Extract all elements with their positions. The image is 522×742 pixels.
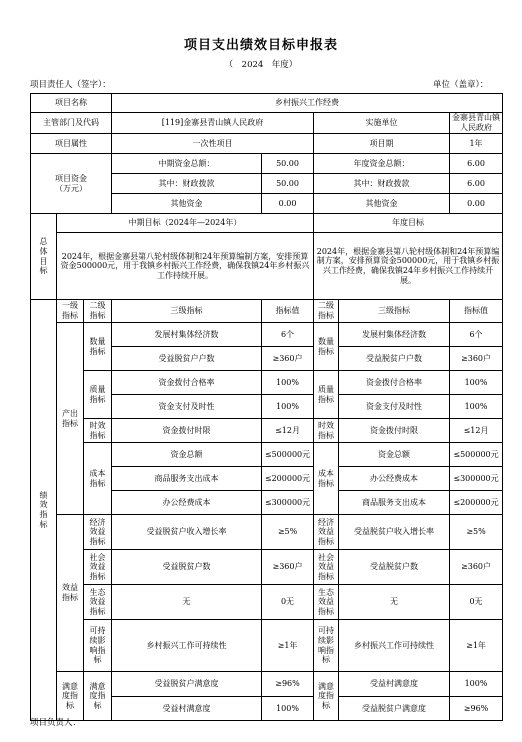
row-project-name	[31, 94, 503, 113]
indicator-row	[31, 672, 503, 697]
indicator-value: ≥360户	[262, 347, 314, 371]
period-label: 项目期	[314, 134, 450, 154]
indicator-name-right: 受益脱贫户户数	[339, 347, 450, 371]
indicator-value-right: 100%	[450, 672, 503, 697]
indicator-row	[31, 620, 503, 672]
indicator-value-right: ≤12月	[450, 419, 503, 443]
indicator-name: 无	[112, 585, 262, 620]
indicator-name-right: 资金拨付合格率	[339, 371, 450, 395]
indicator-name: 受益脱贫户收入增长率	[112, 515, 262, 550]
quality-indicator-label-right: 质量 指标	[314, 371, 339, 419]
indicator-name: 发展村集体经济数	[112, 323, 262, 347]
indicator-row	[31, 443, 503, 467]
indicator-value: 6个	[262, 323, 314, 347]
indicator-value: 0无	[262, 585, 314, 620]
quality-indicator-label: 质量 指标	[84, 371, 112, 419]
indicator-value: 100%	[262, 371, 314, 395]
indicator-value: ≥5%	[262, 515, 314, 550]
indicator-value-right: 0无	[450, 585, 503, 620]
satisfaction-indicator-label: 满意 度指 标	[57, 672, 84, 721]
indicator-name-right: 资金总额	[339, 443, 450, 467]
indicator-name-right: 商品服务支出成本	[339, 491, 450, 515]
indicator-value-right: 100%	[450, 371, 503, 395]
indicator-name: 资金拨付合格率	[112, 371, 262, 395]
year-fiscal-value: 6.00	[450, 174, 503, 194]
period-value: 1年	[450, 134, 503, 154]
row-fund-total	[31, 154, 503, 174]
sustain-indicator-label: 可持 续影 响指 标	[84, 620, 112, 672]
project-name-label: 项目名称	[31, 94, 112, 113]
cost-indicator-label: 成本 指标	[84, 443, 112, 515]
indicator-value: ≤500000元	[262, 443, 314, 467]
mid-other-value: 0.00	[262, 194, 314, 214]
social-indicator-label: 社会 效益 指标	[84, 550, 112, 585]
mid-total-value: 50.00	[262, 154, 314, 174]
overall-goal-label: 总 体 目 标	[31, 214, 57, 300]
indicator-value: 100%	[262, 395, 314, 419]
indicator-value-right: 100%	[450, 395, 503, 419]
indicator-name: 受益脱贫户户数	[112, 347, 262, 371]
indicator-name-right: 办公经费成本	[339, 467, 450, 491]
ecology-indicator-label: 生态 效益 指标	[84, 585, 112, 620]
timeliness-indicator-label-right: 时效 指标	[314, 419, 339, 443]
indicator-value: ≤200000元	[262, 467, 314, 491]
timeliness-indicator-label: 时效 指标	[84, 419, 112, 443]
indicator-value-right: ≤200000元	[450, 491, 503, 515]
indicator-name-right: 受益村满意度	[339, 672, 450, 697]
row-goals-header	[31, 214, 503, 233]
unit-seal-label: 单位（盖章）：	[433, 80, 489, 90]
department-value: [119]金寨县青山镇人民政府	[112, 113, 314, 134]
implementing-unit-label: 实施单位	[314, 113, 450, 134]
year-total-label: 年度资金总额：	[314, 154, 450, 174]
indicator-name: 资金总额	[112, 443, 262, 467]
row-attribute	[31, 134, 503, 154]
economic-indicator-label-right: 经济 效益 指标	[314, 515, 339, 550]
mid-fiscal-value: 50.00	[262, 174, 314, 194]
responsible-signature-label: 项目责任人（签字）：	[30, 80, 111, 90]
performance-target-table	[30, 93, 503, 721]
row-department	[31, 113, 503, 134]
indicator-value-right: ≥5%	[450, 515, 503, 550]
indicator-value-right: ≥96%	[450, 697, 503, 721]
mid-goal-text: 2024年，根据金寨县第八轮村级体制和24年预算编制方案，安排预算资金500000元，用于我镇乡村振兴工作经费，确保我镇24年乡村振兴工作持续开展。	[57, 233, 314, 300]
level3-header: 三级指标	[112, 300, 262, 323]
row-indicator-header	[31, 300, 503, 323]
indicator-name-right: 发展村集体经济数	[339, 323, 450, 347]
indicator-name: 受益村满意度	[112, 697, 262, 721]
benefit-indicator-label: 效益 指标	[57, 515, 84, 672]
indicator-name-right: 受益脱贫户满意度	[339, 697, 450, 721]
sustain-indicator-label-right: 可持 续影 响指 标	[314, 620, 339, 672]
indicator-value-right: ≤500000元	[450, 443, 503, 467]
social-indicator-label-right: 社会 效益 指标	[314, 550, 339, 585]
year-other-label: 其他资金	[314, 194, 450, 214]
indicator-row	[31, 585, 503, 620]
year-total-value: 6.00	[450, 154, 503, 174]
indicator-value-right: ≤300000元	[450, 467, 503, 491]
indicator-row	[31, 323, 503, 347]
value-header: 指标值	[262, 300, 314, 323]
indicator-name-right: 受益脱贫户收入增长率	[339, 515, 450, 550]
indicator-value-right: ≥1年	[450, 620, 503, 672]
year-fiscal-label: 其中：财政拨款	[314, 174, 450, 194]
year-goal-text: 2024年，根据金寨县第八轮村级体制和24年预算编制方案，安排预算资金500000元，用于我镇乡村振兴工作经费，确保我镇24年乡村振兴工作持续开展。	[314, 233, 503, 300]
indicator-value: ≥360户	[262, 550, 314, 585]
indicator-row	[31, 550, 503, 585]
form-title: 项目支出绩效目标申报表	[183, 38, 338, 53]
satisfaction-sub-label: 满意 度指 标	[84, 672, 112, 721]
department-label: 主管部门及代码	[31, 113, 112, 134]
indicator-name-right: 乡村振兴工作可持续性	[339, 620, 450, 672]
indicator-value: ≥1年	[262, 620, 314, 672]
economic-indicator-label: 经济 效益 指标	[84, 515, 112, 550]
mid-fiscal-label: 其中：财政拨款	[112, 174, 262, 194]
indicator-name: 资金拨付时限	[112, 419, 262, 443]
indicator-row	[31, 419, 503, 443]
year-line: （ 2024 年度）	[224, 60, 298, 70]
implementing-unit-value: 金寨县青山镇人民政府	[450, 113, 503, 134]
mid-goal-header: 中期目标（2024年—2024年）	[57, 214, 314, 233]
indicator-value: ≤12月	[262, 419, 314, 443]
attribute-value: 一次性项目	[112, 134, 314, 154]
mid-other-label: 其他资金	[112, 194, 262, 214]
output-indicator-label: 产出 指标	[57, 323, 84, 515]
indicator-value-right: 6个	[450, 323, 503, 347]
level3-header-right: 三级指标	[339, 300, 450, 323]
row-goals-text	[31, 233, 503, 300]
year-goal-header: 年度目标	[314, 214, 503, 233]
satisfaction-sub-label-right: 满意 度指 标	[314, 672, 339, 721]
level1-header: 一级 指标	[57, 300, 84, 323]
ecology-indicator-label-right: 生态 效益 指标	[314, 585, 339, 620]
indicator-value: ≥96%	[262, 672, 314, 697]
year-other-value: 0.00	[450, 194, 503, 214]
level2-header: 二级 指标	[84, 300, 112, 323]
indicator-value-right: ≥360户	[450, 347, 503, 371]
value-header-right: 指标值	[450, 300, 503, 323]
quantity-indicator-label: 数量 指标	[84, 323, 112, 371]
indicator-value: 100%	[262, 697, 314, 721]
attribute-label: 项目属性	[31, 134, 112, 154]
indicator-name: 资金支付及时性	[112, 395, 262, 419]
indicator-value-right: ≥360户	[450, 550, 503, 585]
performance-indicator-label: 绩 效 指 标	[31, 300, 57, 721]
indicator-name-right: 受益脱贫户数	[339, 550, 450, 585]
indicator-name: 乡村振兴工作可持续性	[112, 620, 262, 672]
indicator-name-right: 资金拨付时限	[339, 419, 450, 443]
cost-indicator-label-right: 成本 指标	[314, 443, 339, 515]
quantity-indicator-label-right: 数量 指标	[314, 323, 339, 371]
project-lead-label: 项目负责人：	[30, 718, 82, 728]
indicator-name-right: 资金支付及时性	[339, 395, 450, 419]
mid-total-label: 中期资金总额：	[112, 154, 262, 174]
indicator-name-right: 无	[339, 585, 450, 620]
project-name-value: 乡村振兴工作经费	[112, 94, 503, 113]
level2-header-right: 二级 指标	[314, 300, 339, 323]
indicator-row	[31, 371, 503, 395]
indicator-name: 办公经费成本	[112, 491, 262, 515]
indicator-name: 商品服务支出成本	[112, 467, 262, 491]
indicator-name: 受益脱贫户满意度	[112, 672, 262, 697]
indicator-value: ≤300000元	[262, 491, 314, 515]
indicator-row	[31, 515, 503, 550]
fund-label: 项目资金 （万元）	[31, 154, 112, 214]
indicator-name: 受益脱贫户数	[112, 550, 262, 585]
